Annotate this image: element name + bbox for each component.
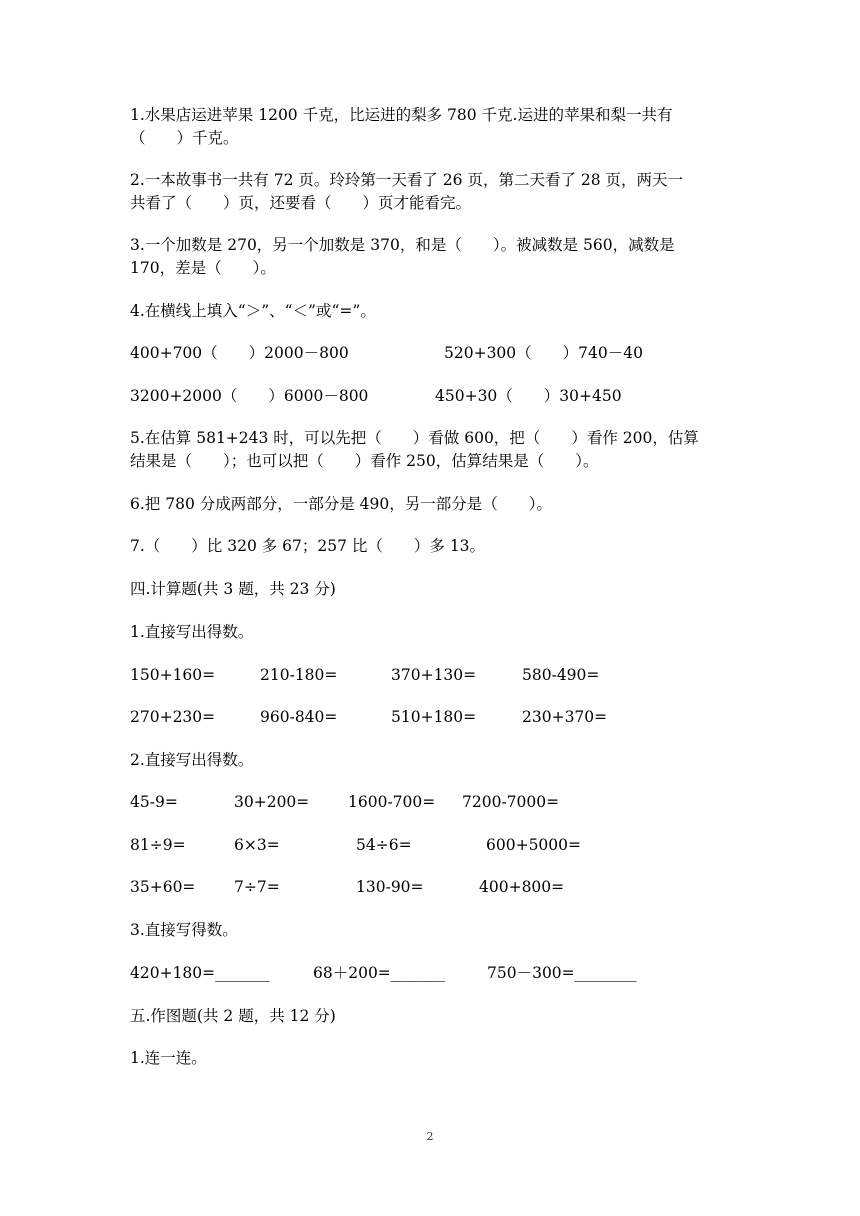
calc-expression: 600+5000= [486, 836, 582, 854]
problem-6-line-1: 6.把 780 分成两部分，一部分是 490，另一部分是（ ）。 [130, 495, 552, 513]
problem-1-line-2: （ ）千克。 [130, 129, 239, 147]
section-4-problem-2-title: 2.直接写出得数。 [130, 751, 254, 769]
calc-expression: 6×3= [234, 836, 280, 854]
calc-expression: 150+160= [130, 666, 216, 684]
calc-expression: 7÷7= [234, 878, 280, 896]
calc-expression: 81÷9= [130, 836, 186, 854]
calc-expression: 510+180= [391, 708, 477, 726]
calc-expression: 270+230= [130, 708, 216, 726]
calc-blank-expression: 420+180=_______ [130, 964, 270, 982]
problem-5-line-1: 5.在估算 581+243 时，可以先把（ ）看做 600，把（ ）看作 200，估算 [130, 429, 699, 447]
problem-2-line-1: 2.一本故事书一共有 72 页。玲玲第一天看了 26 页，第二天看了 28 页，两天一 [130, 171, 684, 189]
calc-blank-expression: 68＋200=_______ [313, 964, 446, 982]
calc-expression: 1600-700= [348, 793, 436, 811]
page-number: 2 [426, 1130, 434, 1143]
problem-3-line-2: 170，差是（ ）。 [130, 259, 276, 277]
calc-expression: 370+130= [391, 666, 477, 684]
calc-blank-expression: 750－300=________ [487, 964, 637, 982]
calc-expression: 30+200= [234, 793, 310, 811]
calc-expression: 54÷6= [356, 836, 412, 854]
problem-5-line-2: 结果是（ ）；也可以把（ ）看作 250，估算结果是（ ）。 [130, 452, 599, 470]
compare-1-right: 520+300（ ）740－40 [444, 344, 643, 362]
problem-4-line-1: 4.在横线上填入“＞”、“＜”或“=”。 [130, 302, 376, 320]
section-4-heading: 四.计算题(共 3 题，共 23 分) [130, 580, 336, 598]
compare-2-right: 450+30（ ）30+450 [435, 387, 622, 405]
problem-2-line-2: 共看了（ ）页，还要看（ ）页才能看完。 [130, 194, 472, 212]
calc-expression: 130-90= [356, 878, 424, 896]
calc-expression: 35+60= [130, 878, 196, 896]
calc-expression: 580-490= [522, 666, 600, 684]
section-4-problem-1-title: 1.直接写出得数。 [130, 623, 254, 641]
calc-expression: 45-9= [130, 793, 178, 811]
calc-expression: 960-840= [260, 708, 338, 726]
calc-expression: 400+800= [479, 878, 565, 896]
calc-expression: 7200-7000= [462, 793, 560, 811]
problem-3-line-1: 3.一个加数是 270，另一个加数是 370，和是（ ）。被减数是 560，减数是 [130, 236, 675, 254]
section-4-problem-3-title: 3.直接写得数。 [130, 921, 238, 939]
compare-2-left: 3200+2000（ ）6000－800 [130, 387, 369, 405]
problem-1-line-1: 1.水果店运进苹果 1200 千克，比运进的梨多 780 千克.运进的苹果和梨一共有 [130, 106, 673, 124]
calc-expression: 210-180= [260, 666, 338, 684]
compare-1-left: 400+700（ ）2000－800 [130, 344, 349, 362]
calc-expression: 230+370= [522, 708, 608, 726]
section-5-heading: 五.作图题(共 2 题，共 12 分) [130, 1007, 336, 1025]
section-5-problem-1-title: 1.连一连。 [130, 1049, 207, 1067]
problem-7-line-1: 7.（ ）比 320 多 67；257 比（ ）多 13。 [130, 537, 486, 555]
